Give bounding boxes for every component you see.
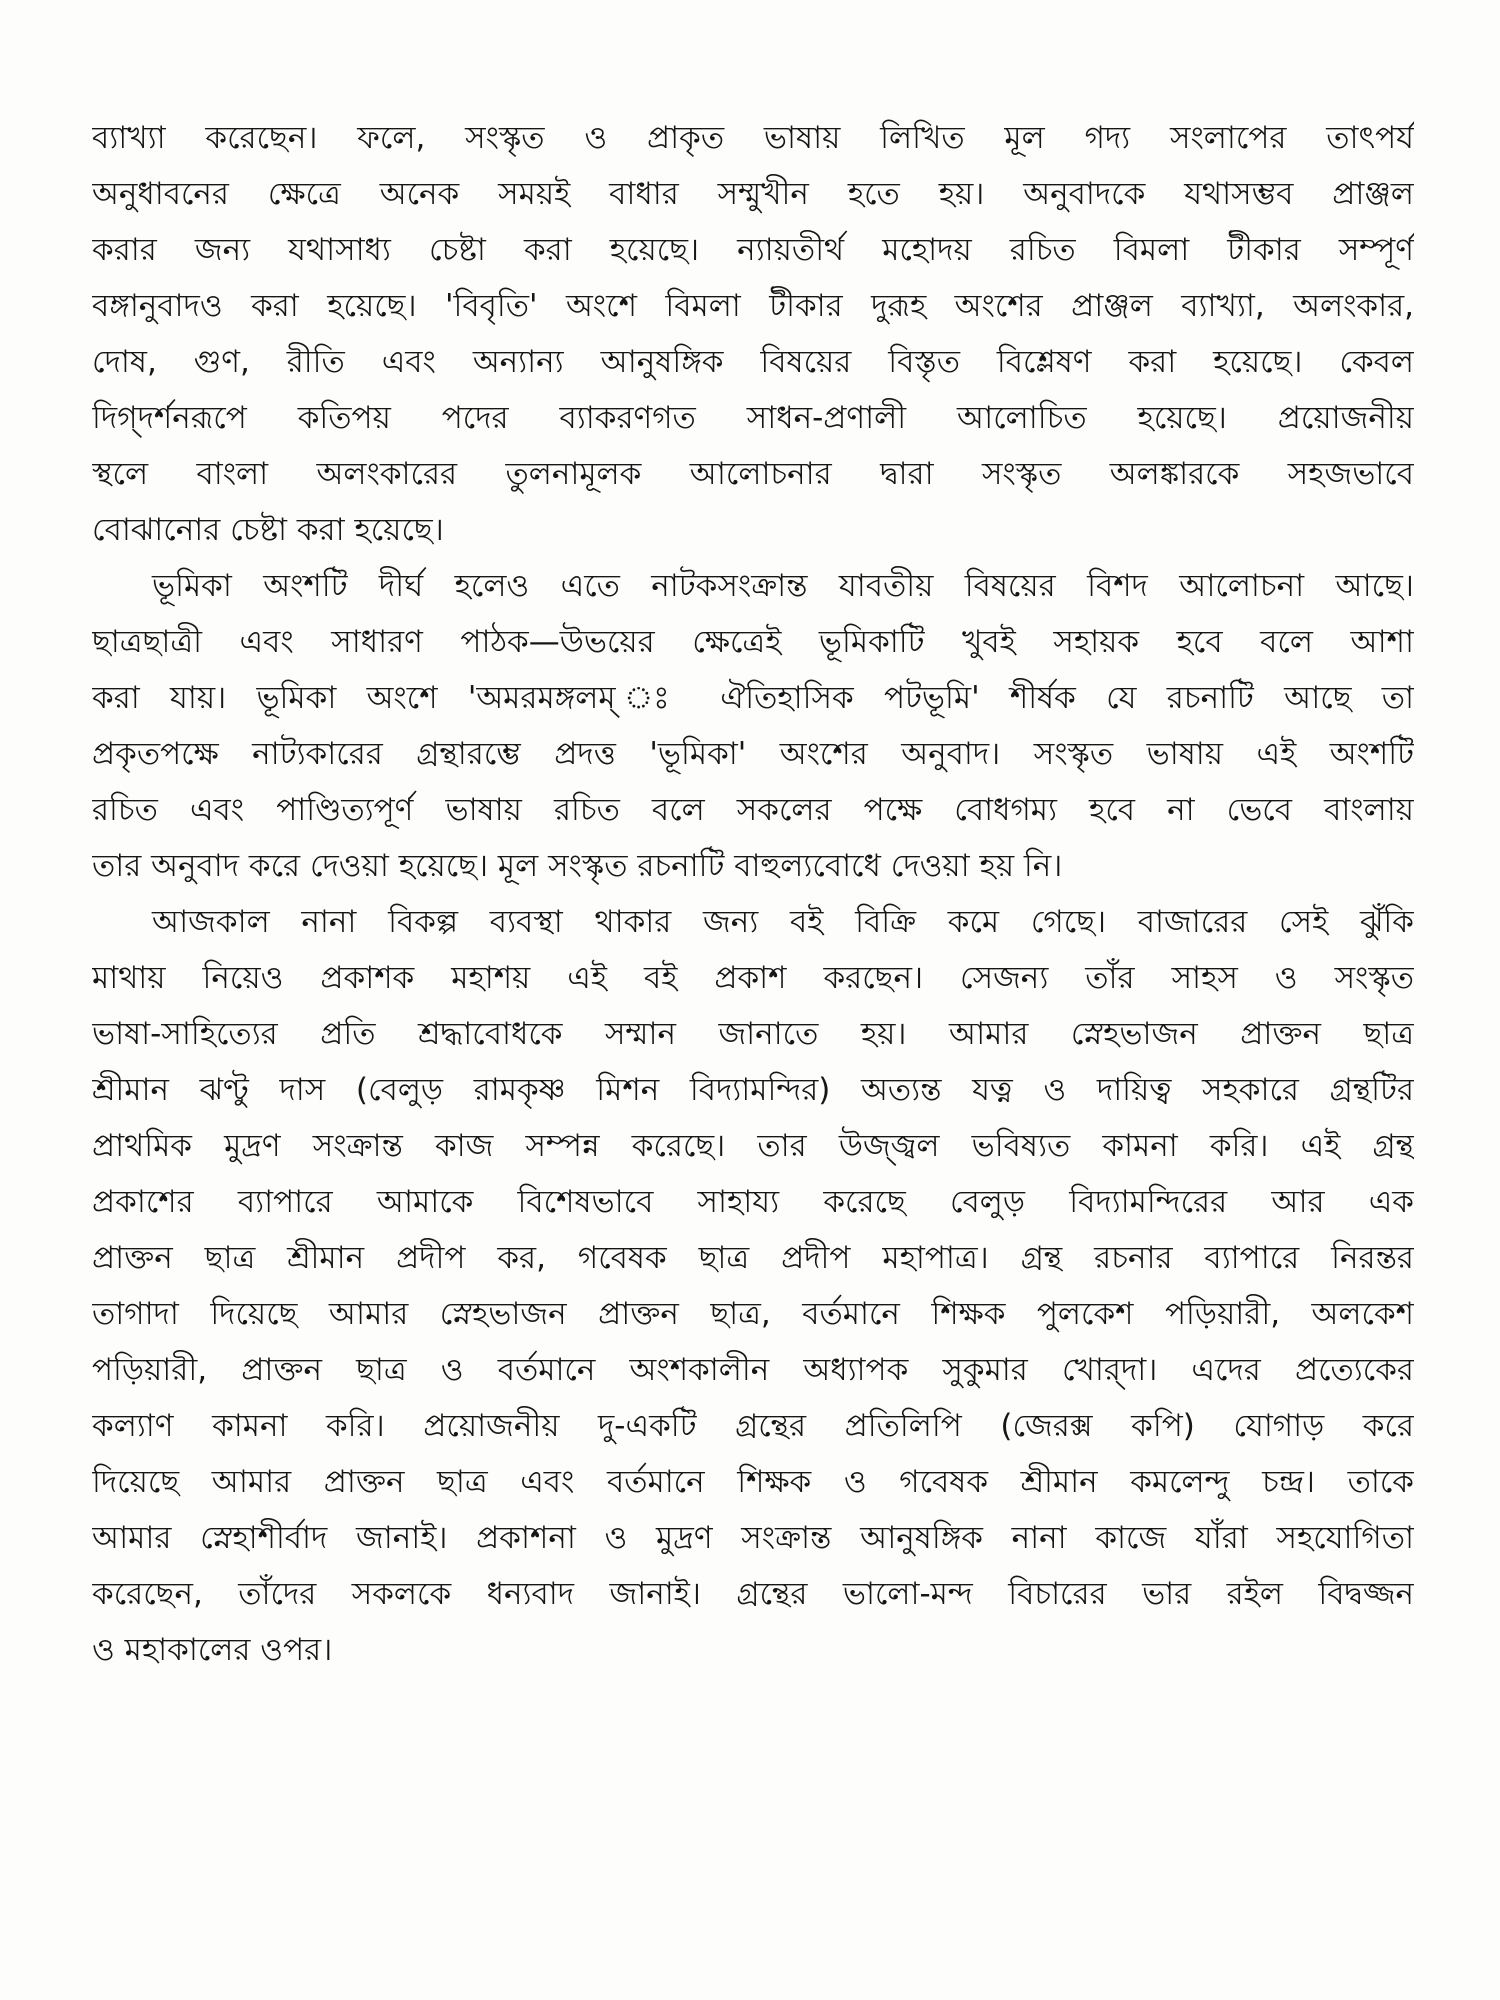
text-line: আজকাল নানা বিকল্প ব্যবস্থা থাকার জন্য বই বিক্রি কমে গেছে। বাজারের সেই ঝুঁকি bbox=[152, 904, 1414, 940]
text-line: ব্যাখ্যা করেছেন। ফলে, সংস্কৃত ও প্রাকৃত ভাষায় লিখিত মূল গদ্য সংলাপের তাৎপর্য bbox=[92, 120, 1414, 156]
paragraph-introduction bbox=[92, 558, 1414, 894]
text-line: দিগ্‌দর্শনরূপে কতিপয় পদের ব্যাকরণগত সাধন-প্রণালী আলোচিত হয়েছে। প্রয়োজনীয় bbox=[92, 400, 1414, 436]
text-line: করেছেন, তাঁদের সকলকে ধন্যবাদ জানাই। গ্রন্থের ভালো-মন্দ বিচারের ভার রইল বিদ্বজ্জন bbox=[92, 1576, 1414, 1612]
text-line: ভাষা-সাহিত্যের প্রতি শ্রদ্ধাবোধকে সম্মান জানাতে হয়। আমার স্নেহভাজন প্রাক্তন ছাত্র bbox=[92, 1016, 1414, 1052]
text-line: করা যায়। ভূমিকা অংশে 'অমরমঙ্গলম্ ঃ ঐতিহাসিক পটভূমি' শীর্ষক যে রচনাটি আছে তা bbox=[92, 680, 1414, 716]
text-line: কল্যাণ কামনা করি। প্রয়োজনীয় দু-একটি গ্রন্থের প্রতিলিপি (জেরক্স কপি) যোগাড় করে bbox=[92, 1408, 1414, 1444]
text-line: ও মহাকালের ওপর। bbox=[92, 1632, 333, 1668]
text-line: করার জন্য যথাসাধ্য চেষ্টা করা হয়েছে। ন্যায়তীর্থ মহোদয় রচিত বিমলা টীকার সম্পূর্ণ bbox=[92, 232, 1414, 268]
document-body bbox=[92, 110, 1414, 1678]
text-line: প্রাক্তন ছাত্র শ্রীমান প্রদীপ কর, গবেষক ছাত্র প্রদীপ মহাপাত্র। গ্রন্থ রচনার ব্যাপারে নিরন্তর bbox=[92, 1240, 1414, 1276]
text-line: আমার স্নেহাশীর্বাদ জানাই। প্রকাশনা ও মুদ্রণ সংক্রান্ত আনুষঙ্গিক নানা কাজে যাঁরা সহযোগিতা bbox=[92, 1520, 1414, 1556]
text-line: বঙ্গানুবাদও করা হয়েছে। 'বিবৃতি' অংশে বিমলা টীকার দুরূহ অংশের প্রাঞ্জল ব্যাখ্যা, অলংকার, bbox=[92, 288, 1414, 324]
paragraph-acknowledgements bbox=[92, 894, 1414, 1678]
text-line: বোঝানোর চেষ্টা করা হয়েছে। bbox=[92, 512, 444, 548]
text-line: তার অনুবাদ করে দেওয়া হয়েছে। মূল সংস্কৃত রচনাটি বাহুল্যবোধে দেওয়া হয় নি। bbox=[92, 848, 1063, 884]
text-line: প্রকৃতপক্ষে নাট্যকারের গ্রন্থারম্ভে প্রদত্ত 'ভূমিকা' অংশের অনুবাদ। সংস্কৃত ভাষায় এই অংশটি bbox=[92, 736, 1414, 772]
text-line: প্রাথমিক মুদ্রণ সংক্রান্ত কাজ সম্পন্ন করেছে। তার উজ্জ্বল ভবিষ্যত কামনা করি। এই গ্রন্থ bbox=[92, 1128, 1414, 1164]
text-line: দিয়েছে আমার প্রাক্তন ছাত্র এবং বর্তমানে শিক্ষক ও গবেষক শ্রীমান কমলেন্দু চন্দ্র। তাকে bbox=[92, 1464, 1414, 1500]
text-line: ভূমিকা অংশটি দীর্ঘ হলেও এতে নাটকসংক্রান্ত যাবতীয় বিষয়ের বিশদ আলোচনা আছে। bbox=[152, 568, 1414, 604]
text-line: অনুধাবনের ক্ষেত্রে অনেক সময়ই বাধার সম্মুখীন হতে হয়। অনুবাদকে যথাসম্ভব প্রাঞ্জল bbox=[92, 176, 1414, 212]
text-line: রচিত এবং পাণ্ডিত্যপূর্ণ ভাষায় রচিত বলে সকলের পক্ষে বোধগম্য হবে না ভেবে বাংলায় bbox=[92, 792, 1414, 828]
text-line: দোষ, গুণ, রীতি এবং অন্যান্য আনুষঙ্গিক বিষয়ের বিস্তৃত বিশ্লেষণ করা হয়েছে। কেবল bbox=[92, 344, 1414, 380]
text-line: মাথায় নিয়েও প্রকাশক মহাশয় এই বই প্রকাশ করছেন। সেজন্য তাঁর সাহস ও সংস্কৃত bbox=[92, 960, 1414, 996]
text-line: স্থলে বাংলা অলংকারের তুলনামূলক আলোচনার দ্বারা সংস্কৃত অলঙ্কারকে সহজভাবে bbox=[92, 456, 1414, 492]
paragraph-translation-notes bbox=[92, 110, 1414, 558]
text-line: পড়িয়ারী, প্রাক্তন ছাত্র ও বর্তমানে অংশকালীন অধ্যাপক সুকুমার খোর্‌দা। এদের প্রত্যেকের bbox=[92, 1352, 1414, 1388]
text-line: তাগাদা দিয়েছে আমার স্নেহভাজন প্রাক্তন ছাত্র, বর্তমানে শিক্ষক পুলকেশ পড়িয়ারী, অলকেশ bbox=[92, 1296, 1414, 1332]
text-line: শ্রীমান ঝণ্টু দাস (বেলুড় রামকৃষ্ণ মিশন বিদ্যামন্দির) অত্যন্ত যত্ন ও দায়িত্ব সহকারে গ্রন্থটির bbox=[92, 1072, 1414, 1108]
text-line: ছাত্রছাত্রী এবং সাধারণ পাঠক—উভয়ের ক্ষেত্রেই ভূমিকাটি খুবই সহায়ক হবে বলে আশা bbox=[92, 624, 1414, 660]
text-line: প্রকাশের ব্যাপারে আমাকে বিশেষভাবে সাহায্য করেছে বেলুড় বিদ্যামন্দিরের আর এক bbox=[92, 1184, 1414, 1220]
